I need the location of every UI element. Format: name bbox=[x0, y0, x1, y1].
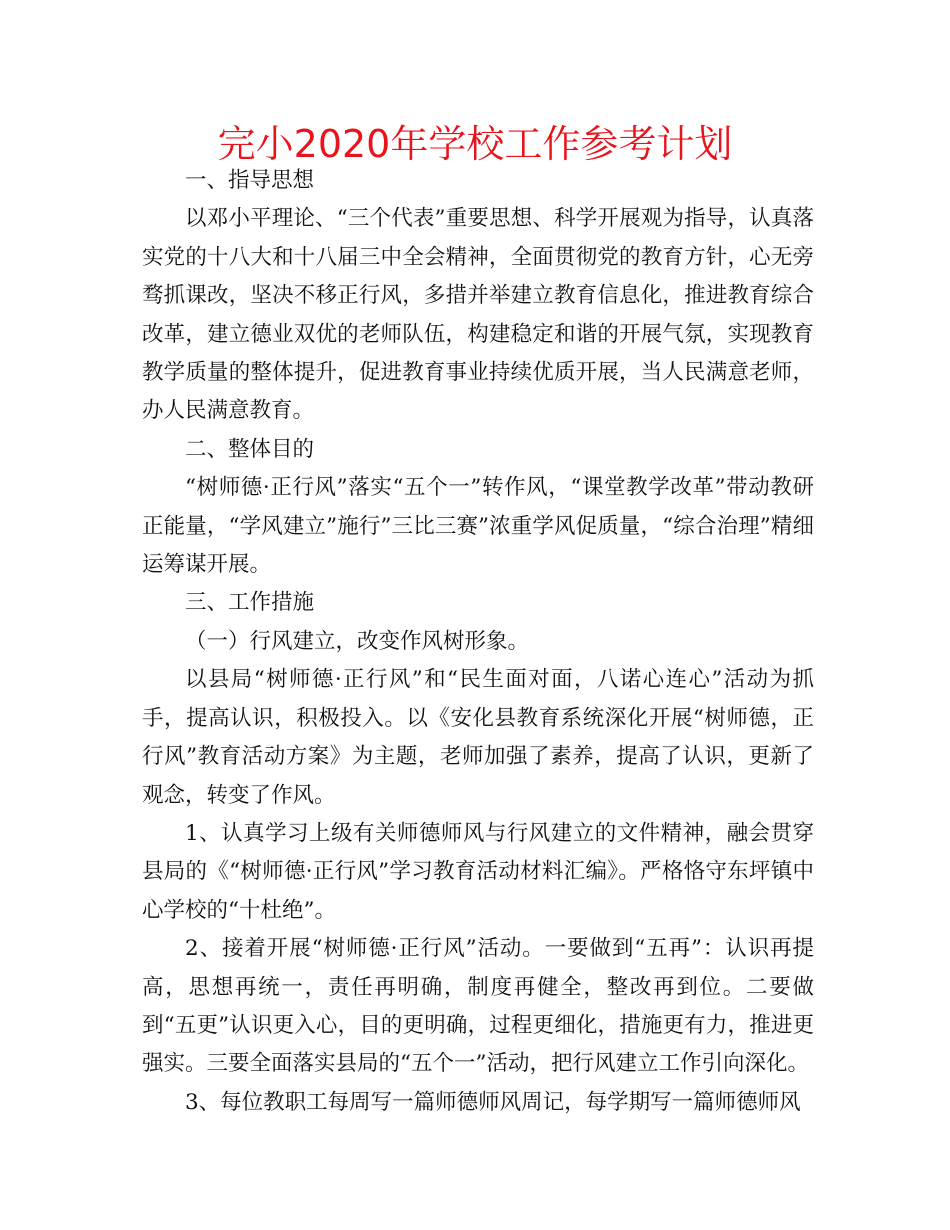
paragraph-overall-goal: “树师德·正行风”落实“五个一”转作风，“课堂教学改革”带动教研正能量，“学风建立”施行”三比三赛”浓重学风促质量，“综合治理”精细运筹谋开展。 bbox=[142, 475, 814, 578]
paragraph-conduct: 以县局“树师德·正行风”和“民生面对面，八诺心连心”活动为抓手，提高认识，积极投入。以《安化县教育系统深化开展“树师德，正行风”教育活动方案》为主题，老师加强了素养，提高了认识，更新了观念，转变了作风。 bbox=[142, 667, 814, 808]
section-heading-work-measures: 三、工作措施 bbox=[185, 590, 315, 616]
list-item-3: 3、每位教职工每周写一篇师德师风周记，每学期写一篇师德师风 bbox=[185, 1089, 801, 1115]
section-heading-overall-goal: 二、整体目的 bbox=[185, 436, 315, 462]
list-item-1: 1、认真学习上级有关师德师风与行风建立的文件精神，融会贯穿县局的《“树师德·正行风”学习教育活动材料汇编》。严格恪守东坪镇中心学校的“十杜绝”。 bbox=[142, 820, 814, 923]
list-item-2: 2、接着开展“树师德·正行风”活动。一要做到“五再”：认识再提高，思想再统一，责任再明确，制度再健全，整改再到位。二要做到“五更”认识更入心，目的更明确，过程更细化，措施更有力，推进更强实。三要全面落实县局的“五个一”活动，把行风建立工作引向深化。 bbox=[142, 936, 814, 1077]
paragraph-guiding-ideology: 以邓小平理论、“三个代表”重要思想、科学开展观为指导，认真落实党的十八大和十八届三中全会精神，全面贯彻党的教育方针，心无旁骛抓课改，坚决不移正行风，多措并举建立教育信息化，推进教育综合改革，建立德业双优的老师队伍，构建稳定和谐的开展气氛，实现教育教学质量的整体提升，促进教育事业持续优质开展，当人民满意老师，办人民满意教育。 bbox=[142, 206, 814, 424]
section-heading-guiding-ideology: 一、指导思想 bbox=[185, 168, 315, 193]
subsection-heading-conduct: （一）行风建立，改变作风树形象。 bbox=[185, 628, 530, 654]
document-title: 完小2020年学校工作参考计划 bbox=[217, 122, 733, 166]
document-body bbox=[142, 162, 814, 1122]
